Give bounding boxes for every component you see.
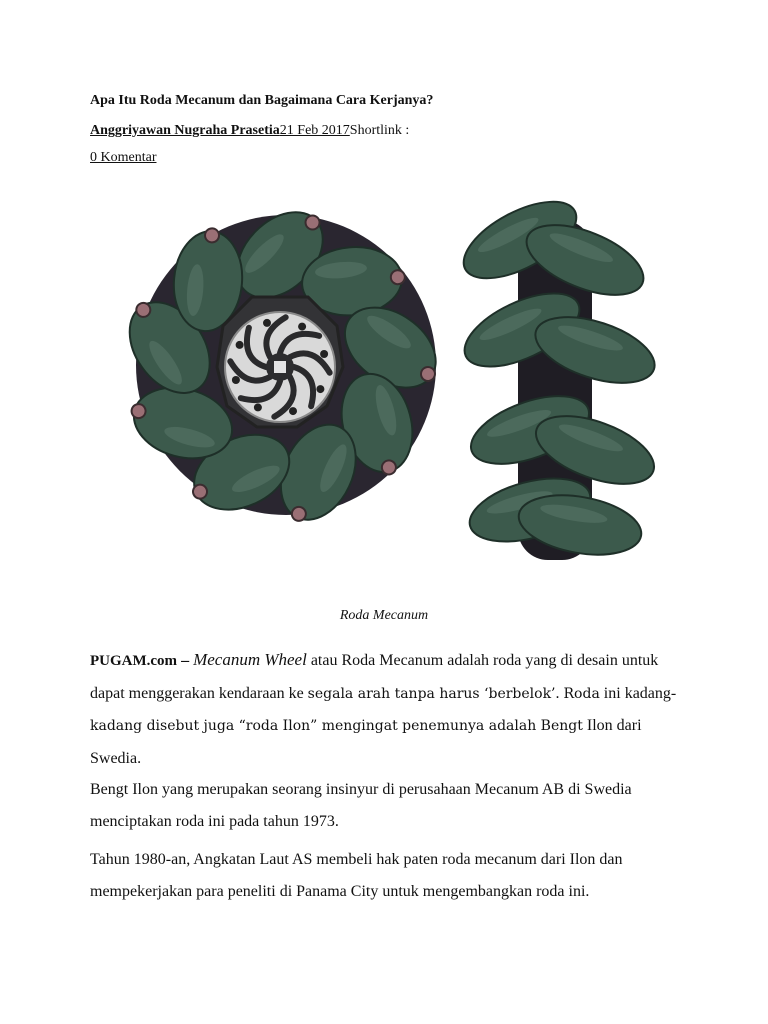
text-run: Bengt Ilon yang merupakan seorang insinyur di perusahaan Mecanum AB di Swedia menciptakan roda ini pada tahun 1973. <box>90 781 632 830</box>
text-run: . <box>555 684 564 702</box>
author-link[interactable]: Anggriyawan Nugraha Prasetia <box>90 123 280 138</box>
term-mecanum-wheel: Mecanum Wheel <box>193 650 307 669</box>
comments-link[interactable]: 0 Komentar <box>90 150 157 165</box>
article-title: Apa Itu Roda Mecanum dan Bagaimana Cara Kerjanya? <box>90 93 434 108</box>
text-run: Roda <box>563 685 600 702</box>
site-name: PUGAM.com <box>90 653 178 669</box>
mecanum-wheel-front <box>111 193 453 534</box>
dash: – <box>177 652 194 669</box>
date-link[interactable]: 21 Feb 2017 <box>279 123 350 138</box>
text-run: kadang disebut juga “roda Ilon” mengingat penemunya adalah Bengt <box>90 718 583 734</box>
mecanum-wheel-side <box>452 186 658 563</box>
paragraph-1 <box>90 644 690 837</box>
shortlink-label: Shortlink : <box>349 123 410 138</box>
text-run: ini kadang- <box>599 684 677 702</box>
article-meta <box>90 123 409 139</box>
figure-caption: Roda Mecanum <box>339 608 429 623</box>
text-run: Ilon dari Swedia. <box>90 717 642 767</box>
paragraph-2: Tahun 1980-an, Angkatan Laut AS membeli hak paten roda mecanum dari Ilon dan mempekerjakan para peneliti di Panama City untuk mengembangkan roda ini. <box>90 851 623 900</box>
hub-axle-hole <box>274 361 286 373</box>
mecanum-wheel-figure <box>110 180 658 590</box>
text-run: atau Roda Mecanum adalah roda yang di desain untuk dapat menggerakan kendaraan ke <box>90 652 659 702</box>
text-run: segala arah tanpa harus ‘berbelok’ <box>307 685 556 702</box>
